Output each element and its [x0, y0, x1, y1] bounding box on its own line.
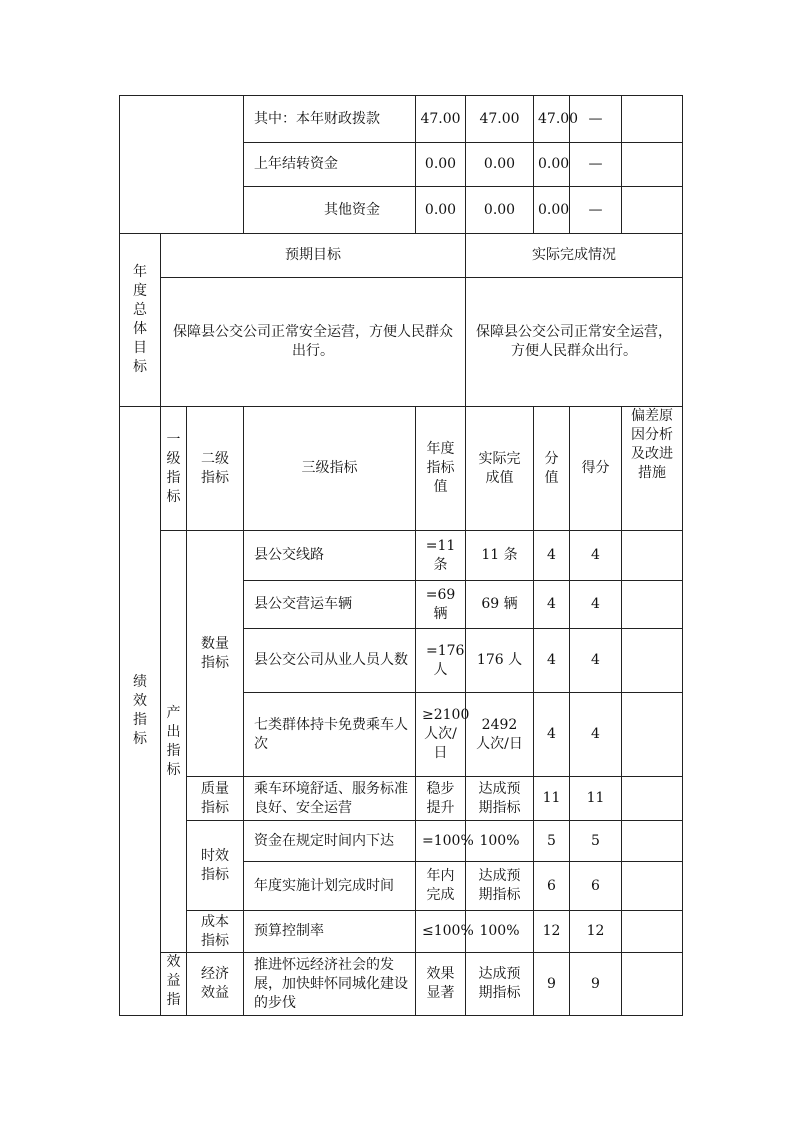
indicator-row: [120, 911, 683, 953]
funding-value: 0.00: [534, 187, 570, 234]
indicator-target: =69辆: [416, 581, 466, 629]
indicator-deviation: [622, 777, 683, 821]
funding-value: 47.00: [466, 96, 534, 143]
quantity-label: 数量指标: [187, 531, 244, 777]
indicator-got: 6: [570, 862, 622, 911]
indicator-got: 4: [570, 581, 622, 629]
indicator-got: 12: [570, 911, 622, 953]
indicator-score: 12: [534, 911, 570, 953]
indicator-actual: 达成预期指标: [466, 953, 534, 1016]
indicator-target: =100%: [416, 821, 466, 862]
annual-goal-header-row: [120, 234, 683, 278]
indicator-target: =176人: [416, 629, 466, 693]
indicator-score: 4: [534, 693, 570, 777]
funding-row: [120, 96, 683, 143]
indicator-target: ≤100%: [416, 911, 466, 953]
funding-label: 其中：本年财政拨款: [244, 96, 416, 143]
indicator-deviation: [622, 911, 683, 953]
economic-label: 经济效益: [187, 953, 244, 1016]
level2-header: 二级指标: [187, 407, 244, 531]
indicator-got: 5: [570, 821, 622, 862]
performance-label: 绩效指标: [120, 407, 161, 1016]
indicator-name: 年度实施计划完成时间: [244, 862, 416, 911]
indicator-row: [120, 821, 683, 862]
benefit-label: 效益指: [161, 953, 187, 1016]
indicator-score: 11: [534, 777, 570, 821]
funding-value: 0.00: [416, 143, 466, 187]
annual-goal-content-row: [120, 278, 683, 407]
output-label: 产出指标: [161, 531, 187, 953]
deviation-header: 偏差原因分析及改进措施: [622, 407, 683, 531]
indicator-actual: 69 辆: [466, 581, 534, 629]
indicator-got: 4: [570, 629, 622, 693]
indicator-got: 4: [570, 693, 622, 777]
cost-label: 成本指标: [187, 911, 244, 953]
quality-label: 质量指标: [187, 777, 244, 821]
indicator-row: [120, 777, 683, 821]
indicator-name: 七类群体持卡免费乘车人次: [244, 693, 416, 777]
funding-value: 0.00: [416, 187, 466, 234]
level3-header: 三级指标: [244, 407, 416, 531]
indicator-score: 4: [534, 531, 570, 581]
funding-value: 0.00: [534, 143, 570, 187]
funding-empty: [622, 96, 683, 143]
indicator-deviation: [622, 821, 683, 862]
target-header: 年度指标值: [416, 407, 466, 531]
expected-goal-header: 预期目标: [161, 234, 466, 278]
indicator-name: 推进怀远经济社会的发展，加快蚌怀同城化建设的步伐: [244, 953, 416, 1016]
indicator-score: 4: [534, 581, 570, 629]
got-header: 得分: [570, 407, 622, 531]
indicator-row: [120, 531, 683, 581]
indicator-deviation: [622, 531, 683, 581]
funding-value: 0.00: [466, 187, 534, 234]
funding-blank-cell: [120, 96, 244, 234]
indicator-name: 县公交营运车辆: [244, 581, 416, 629]
funding-dash: —: [570, 143, 622, 187]
indicator-actual: 2492 人次/日: [466, 693, 534, 777]
level1-header: 一级指标: [161, 407, 187, 531]
indicator-got: 9: [570, 953, 622, 1016]
indicator-actual: 100%: [466, 911, 534, 953]
indicator-name: 县公交线路: [244, 531, 416, 581]
funding-value: 47.00: [416, 96, 466, 143]
indicator-deviation: [622, 629, 683, 693]
indicator-actual: 100%: [466, 821, 534, 862]
indicator-score: 9: [534, 953, 570, 1016]
indicator-actual: 达成预期指标: [466, 862, 534, 911]
funding-value: 47.00: [534, 96, 570, 143]
funding-dash: —: [570, 96, 622, 143]
indicator-name: 乘车环境舒适、服务标准良好、安全运营: [244, 777, 416, 821]
indicator-target: 效果显著: [416, 953, 466, 1016]
funding-empty: [622, 143, 683, 187]
indicator-deviation: [622, 693, 683, 777]
indicator-actual: 达成预期指标: [466, 777, 534, 821]
indicator-got: 4: [570, 531, 622, 581]
indicator-target: =11条: [416, 531, 466, 581]
indicator-name: 县公交公司从业人员人数: [244, 629, 416, 693]
indicator-deviation: [622, 953, 683, 1016]
indicator-deviation: [622, 581, 683, 629]
indicator-deviation: [622, 862, 683, 911]
indicator-score: 5: [534, 821, 570, 862]
indicator-target: 稳步提升: [416, 777, 466, 821]
indicator-name: 预算控制率: [244, 911, 416, 953]
funding-label: 其他资金: [244, 187, 416, 234]
funding-label: 上年结转资金: [244, 143, 416, 187]
funding-empty: [622, 187, 683, 234]
score-header: 分值: [534, 407, 570, 531]
performance-header-row: [120, 407, 683, 531]
funding-value: 0.00: [466, 143, 534, 187]
indicator-target: 年内完成: [416, 862, 466, 911]
indicator-score: 4: [534, 629, 570, 693]
funding-dash: —: [570, 187, 622, 234]
indicator-got: 11: [570, 777, 622, 821]
actual-goal-text: 保障县公交公司正常安全运营，方便人民群众出行。: [466, 278, 683, 407]
indicator-target: ≥2100人次/日: [416, 693, 466, 777]
indicator-actual: 11 条: [466, 531, 534, 581]
indicator-score: 6: [534, 862, 570, 911]
timeliness-label: 时效指标: [187, 821, 244, 911]
actual-goal-header: 实际完成情况: [466, 234, 683, 278]
performance-table: [119, 95, 683, 1016]
indicator-name: 资金在规定时间内下达: [244, 821, 416, 862]
expected-goal-text: 保障县公交公司正常安全运营，方便人民群众出行。: [161, 278, 466, 407]
indicator-row: [120, 953, 683, 1016]
actual-header: 实际完成值: [466, 407, 534, 531]
indicator-actual: 176 人: [466, 629, 534, 693]
annual-goal-label: 年度总体目标: [120, 234, 161, 407]
